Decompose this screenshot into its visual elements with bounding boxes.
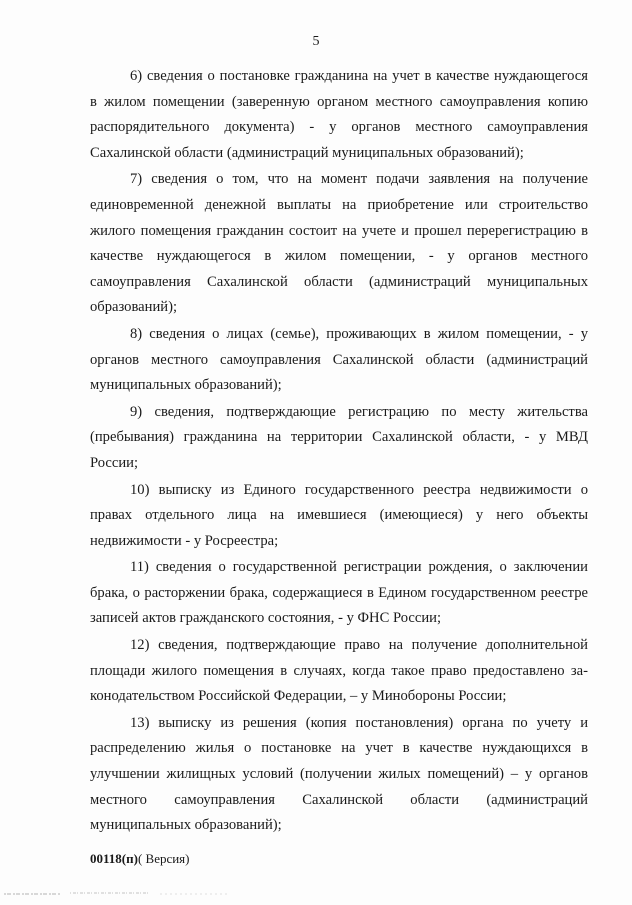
list-item: 7) сведения о том, что на момент подачи заявления на получение единовременной денежной выплаты на приобретение или строительство жилого помещения гражданин состоит на учете и прошел перерегистрацию в качестве нуждающегося в жилом помещении, - у органов местного самоуправления Сахалинской области (администраций муниципальных образований);	[90, 171, 588, 316]
document-code: 00118(п)	[90, 851, 138, 866]
list-item: 8) сведения о лицах (семье), проживающих в жилом помещении, - у органов местного самоуправления Сахалинской области (администраций муниципальных образований);	[90, 325, 588, 394]
list-item: 9) сведения, подтверждающие регистрацию по месту жительства (пребывания) гражданина на территории Сахалинской области, - у МВД России;	[90, 403, 588, 471]
list-item: 12) сведения, подтверждающие право на получение дополнительной площади жилого помещения в случаях, когда такое право предоставлено законодательством Российской Федерации, – у Минобороны России;	[90, 637, 588, 705]
list-item: 11) сведения о государственной регистрации рождения, о заключении брака, о расторжении брака, содержащиеся в Едином государственном реестре записей актов гражданского состояния, - у ФНС России;	[90, 559, 588, 627]
page-number: 5	[312, 34, 320, 49]
list-item: 10) выписку из Единого государственного реестра недвижимости о правах отдельного лица на имевшиеся (имеющиеся) у него объекты недвижимости - у Росреестра;	[90, 481, 588, 549]
scan-noise-artifact	[0, 888, 240, 898]
document-version: ( Версия)	[137, 851, 190, 866]
document-footer	[90, 851, 190, 867]
list-item: 6) сведения о постановке гражданина на учет в качестве нуждающегося в жилом помещении (заверенную органом местного самоуправления копию распорядительного документа) - у органов местного самоуправления Сахалинской области (администраций муниципальных образований);	[90, 68, 588, 161]
list-item: 13) выписку из решения (копия постановления) органа по учету и распределению жилья о постановке на учет в качестве нуждающихся в улучшении жилищных условий (получении жилых помещений) – у органов местного самоуправления Сахалинской области (администраций муниципальных образований);	[90, 714, 588, 834]
document-body	[90, 64, 588, 840]
